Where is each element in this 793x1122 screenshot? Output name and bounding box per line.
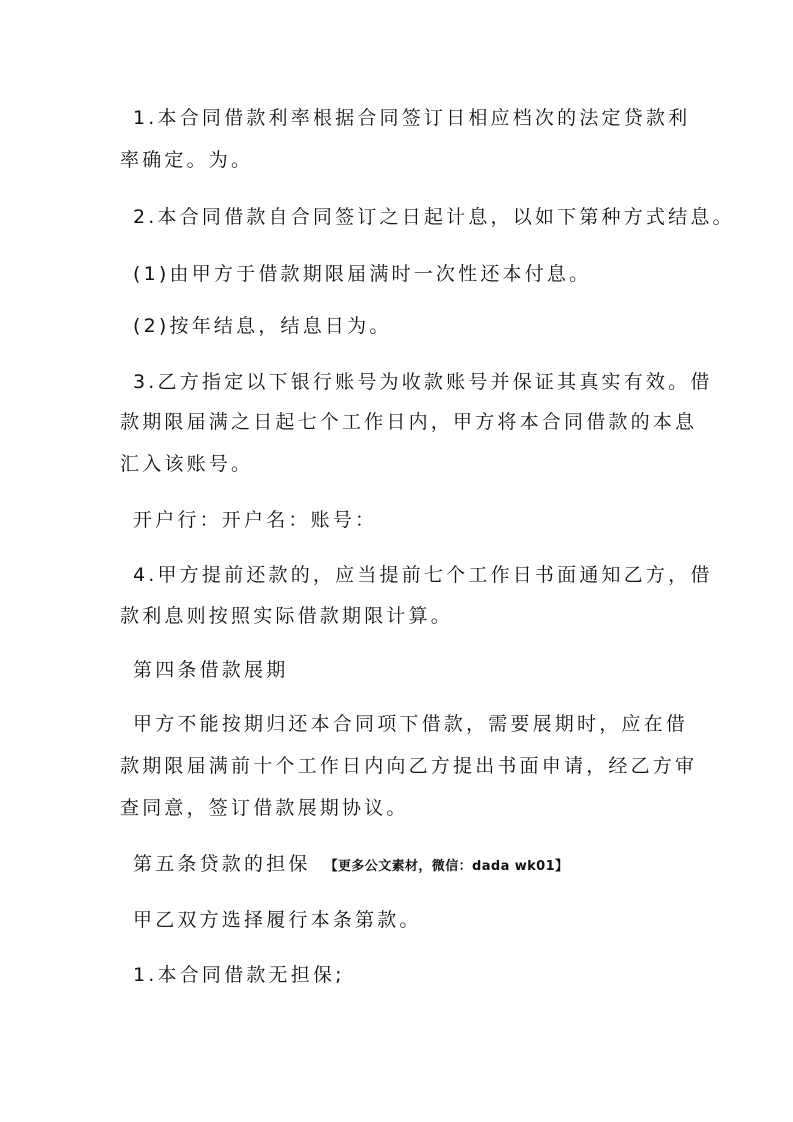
section-heading-5-row [133, 852, 568, 879]
text-line-17: 甲乙双方选择履行本条第款。 [133, 909, 422, 931]
text-line-8: 汇入该账号。 [120, 453, 254, 475]
text-line-14: 款期限届满前十个工作日内向乙方提出书面申请，经乙方审 [120, 755, 698, 777]
text-line-7: 款期限届满之日起七个工作日内，甲方将本合同借款的本息 [120, 411, 698, 433]
text-line-1: 1.本合同借款利率根据合同签订日相应档次的法定贷款利 [133, 107, 691, 129]
text-line-18: 1.本合同借款无担保; [133, 964, 345, 986]
text-line-2: 率确定。为。 [120, 149, 254, 171]
section-heading-4: 第四条借款展期 [133, 659, 289, 681]
text-line-3: 2.本合同借款自合同签订之日起计息，以如下第种方式结息。 [133, 206, 735, 228]
text-line-11: 款利息则按照实际借款期限计算。 [120, 605, 454, 627]
section-heading-5: 第五条贷款的担保 [133, 853, 311, 875]
text-line-9: 开户行：开户名：账号： [133, 509, 378, 531]
watermark-note: 【更多公文素材，微信：dada wk01】 [324, 859, 569, 874]
text-line-5: (2)按年结息，结息日为。 [133, 315, 392, 337]
text-line-15: 查同意，签订借款展期协议。 [120, 797, 409, 819]
text-line-13: 甲方不能按期归还本合同项下借款，需要展期时，应在借 [133, 713, 689, 735]
text-line-4: (1)由甲方于借款期限届满时一次性还本付息。 [133, 263, 592, 285]
text-line-10: 4.甲方提前还款的，应当提前七个工作日书面通知乙方，借 [133, 564, 713, 586]
text-line-6: 3.乙方指定以下银行账号为收款账号并保证其真实有效。借 [133, 371, 713, 393]
